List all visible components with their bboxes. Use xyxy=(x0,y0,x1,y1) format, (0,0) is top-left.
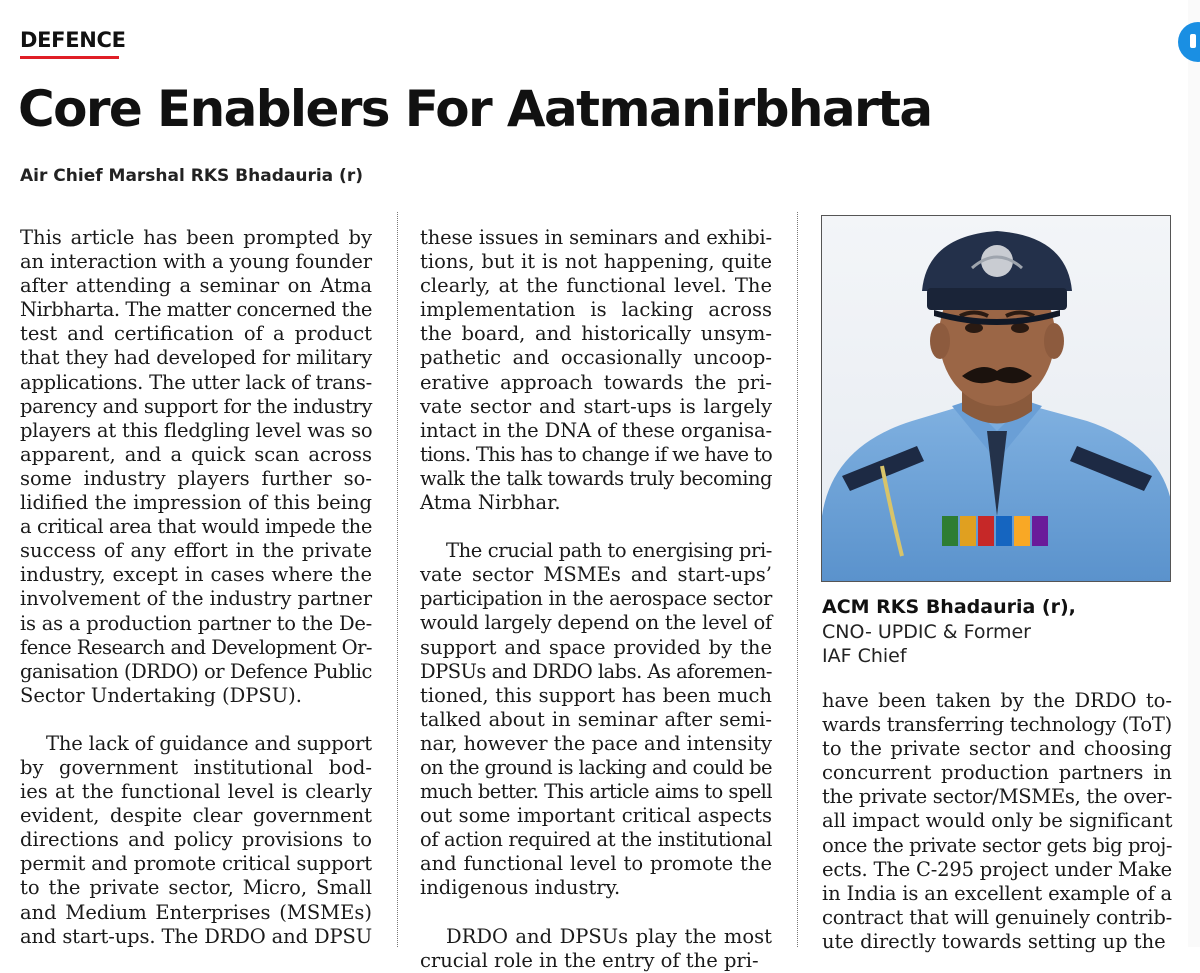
caption-role-line: CNO- UPDIC & Former xyxy=(822,621,1031,643)
text-line: implementation is lacking across xyxy=(420,298,772,322)
column-divider-2 xyxy=(797,212,798,947)
text-line: evident, despite clear government xyxy=(20,804,372,828)
text-line: lidified the impression of this being xyxy=(20,491,372,515)
text-line: after attending a seminar on Atma xyxy=(20,274,372,298)
text-line: players at this fledgling level was so xyxy=(20,418,373,442)
text-line: participation in the aerospace sector xyxy=(420,587,772,611)
text-line: and functional level to promote the xyxy=(420,852,772,876)
article-column-3 xyxy=(822,689,1172,954)
text-line: parency and support for the industry xyxy=(20,394,372,418)
text-line: an interaction with a young founder xyxy=(20,250,372,274)
paragraph xyxy=(20,732,372,949)
text-line: pathetic and occasionally uncoop- xyxy=(420,346,772,370)
text-line: intact in the DNA of these organisa- xyxy=(420,418,772,442)
text-line: This article has been prompted by xyxy=(20,226,372,249)
text-line: contract that will genuinely contrib- xyxy=(822,905,1172,929)
text-line: ies at the functional level is clearly xyxy=(20,780,372,804)
text-line: Atma Nirbhar. xyxy=(420,491,561,515)
text-line: to the private sector, Micro, Small xyxy=(20,876,372,900)
text-line: in India is an excellent example of a xyxy=(822,881,1172,905)
section-label: DEFENCE xyxy=(20,28,126,52)
text-line: to the private sector and choosing xyxy=(822,737,1172,761)
text-line: erative approach towards the pri- xyxy=(420,370,772,394)
article-headline: Core Enablers For Aatmanirbharta xyxy=(18,80,932,138)
text-line: Nirbharta. The matter concerned the xyxy=(20,298,372,322)
text-line: fence Research and Development Or- xyxy=(20,635,372,659)
scroll-up-button[interactable] xyxy=(1178,22,1200,62)
text-line: much better. This article aims to spell xyxy=(420,780,772,804)
text-line: DPSUs and DRDO labs. As aforemen- xyxy=(420,659,772,683)
text-line: by government institutional bod- xyxy=(20,755,372,779)
text-line: involvement of the industry partner xyxy=(20,587,372,611)
text-line: directions and policy provisions to xyxy=(20,828,372,852)
text-line: out some important critical aspects xyxy=(420,804,772,828)
text-line: talked about in seminar after semi- xyxy=(420,707,772,731)
text-line: crucial role in the entry of the pri- xyxy=(420,948,759,972)
text-line: industry, except in cases where the xyxy=(20,563,372,587)
text-line: vate sector and start-ups is largely xyxy=(420,394,772,418)
text-line: once the private sector gets big proj- xyxy=(822,833,1172,857)
text-line: a critical area that would impede the xyxy=(20,515,372,539)
text-line: is as a production partner to the De- xyxy=(20,611,372,635)
text-line: ganisation (DRDO) or Defence Public xyxy=(20,659,372,683)
paragraph xyxy=(420,925,772,973)
text-line: applications. The utter lack of trans- xyxy=(20,370,372,394)
text-line: clearly, at the functional level. The xyxy=(420,274,772,298)
text-line: ects. The C-295 project under Make xyxy=(822,857,1172,881)
text-line: indigenous industry. xyxy=(420,876,621,900)
caption-name: ACM RKS Bhadauria (r), xyxy=(822,596,1076,618)
text-line: concurrent production partners in xyxy=(822,761,1172,785)
text-line: support and space provided by the xyxy=(420,635,772,659)
text-line: and start-ups. The DRDO and DPSU xyxy=(20,924,372,948)
caption-role-line: IAF Chief xyxy=(822,645,907,667)
text-line: on the ground is lacking and could be xyxy=(420,755,772,779)
text-line: tions. This has to change if we have to xyxy=(420,442,772,466)
text-line: DRDO and DPSUs play the most xyxy=(446,924,772,948)
author-photo xyxy=(821,215,1171,582)
officer-portrait-image xyxy=(822,216,1171,582)
text-line: tioned, this support has been much xyxy=(420,683,772,707)
paragraph xyxy=(822,689,1172,954)
paragraph xyxy=(20,226,372,708)
paragraph xyxy=(420,539,772,900)
text-line: have been taken by the DRDO to- xyxy=(822,689,1172,712)
article-column-2 xyxy=(420,226,772,973)
article-column-1 xyxy=(20,226,372,949)
text-line: nar, however the pace and intensity xyxy=(420,731,772,755)
caption-role xyxy=(822,620,1031,668)
text-line: of action required at the institutional xyxy=(420,828,772,852)
text-line: and Medium Enterprises (MSMEs) xyxy=(20,900,372,924)
text-line: wards transferring technology (ToT) xyxy=(822,713,1172,737)
text-line: some industry players further so- xyxy=(20,466,372,490)
text-line: these issues in seminars and exhibi- xyxy=(420,226,772,249)
text-line: test and certification of a product xyxy=(20,322,372,346)
text-line: tions, but it is not happening, quite xyxy=(420,250,772,274)
text-line: vate sector MSMEs and start-ups’ xyxy=(420,563,772,587)
text-line: the private sector/MSMEs, the over- xyxy=(822,785,1172,809)
text-line: apparent, and a quick scan across xyxy=(20,442,372,466)
column-divider-1 xyxy=(397,212,398,947)
text-line: permit and promote critical support xyxy=(20,852,372,876)
paragraph xyxy=(420,226,772,515)
scrollbar[interactable] xyxy=(1188,0,1200,947)
text-line: success of any effort in the private xyxy=(20,539,372,563)
article-byline: Air Chief Marshal RKS Bhadauria (r) xyxy=(20,166,363,186)
text-line: Sector Undertaking (DPSU). xyxy=(20,683,302,707)
text-line: all impact would only be significant xyxy=(822,809,1173,833)
section-underline xyxy=(20,56,119,59)
text-line: that they had developed for military xyxy=(20,346,372,370)
text-line: walk the talk towards truly becoming xyxy=(420,466,772,490)
text-line: The lack of guidance and support xyxy=(46,731,372,755)
text-line: The crucial path to energising pri- xyxy=(446,539,772,563)
text-line: would largely depend on the level of xyxy=(420,611,772,635)
text-line: ute directly towards setting up the xyxy=(822,929,1166,953)
text-line: the board, and historically unsym- xyxy=(420,322,772,346)
